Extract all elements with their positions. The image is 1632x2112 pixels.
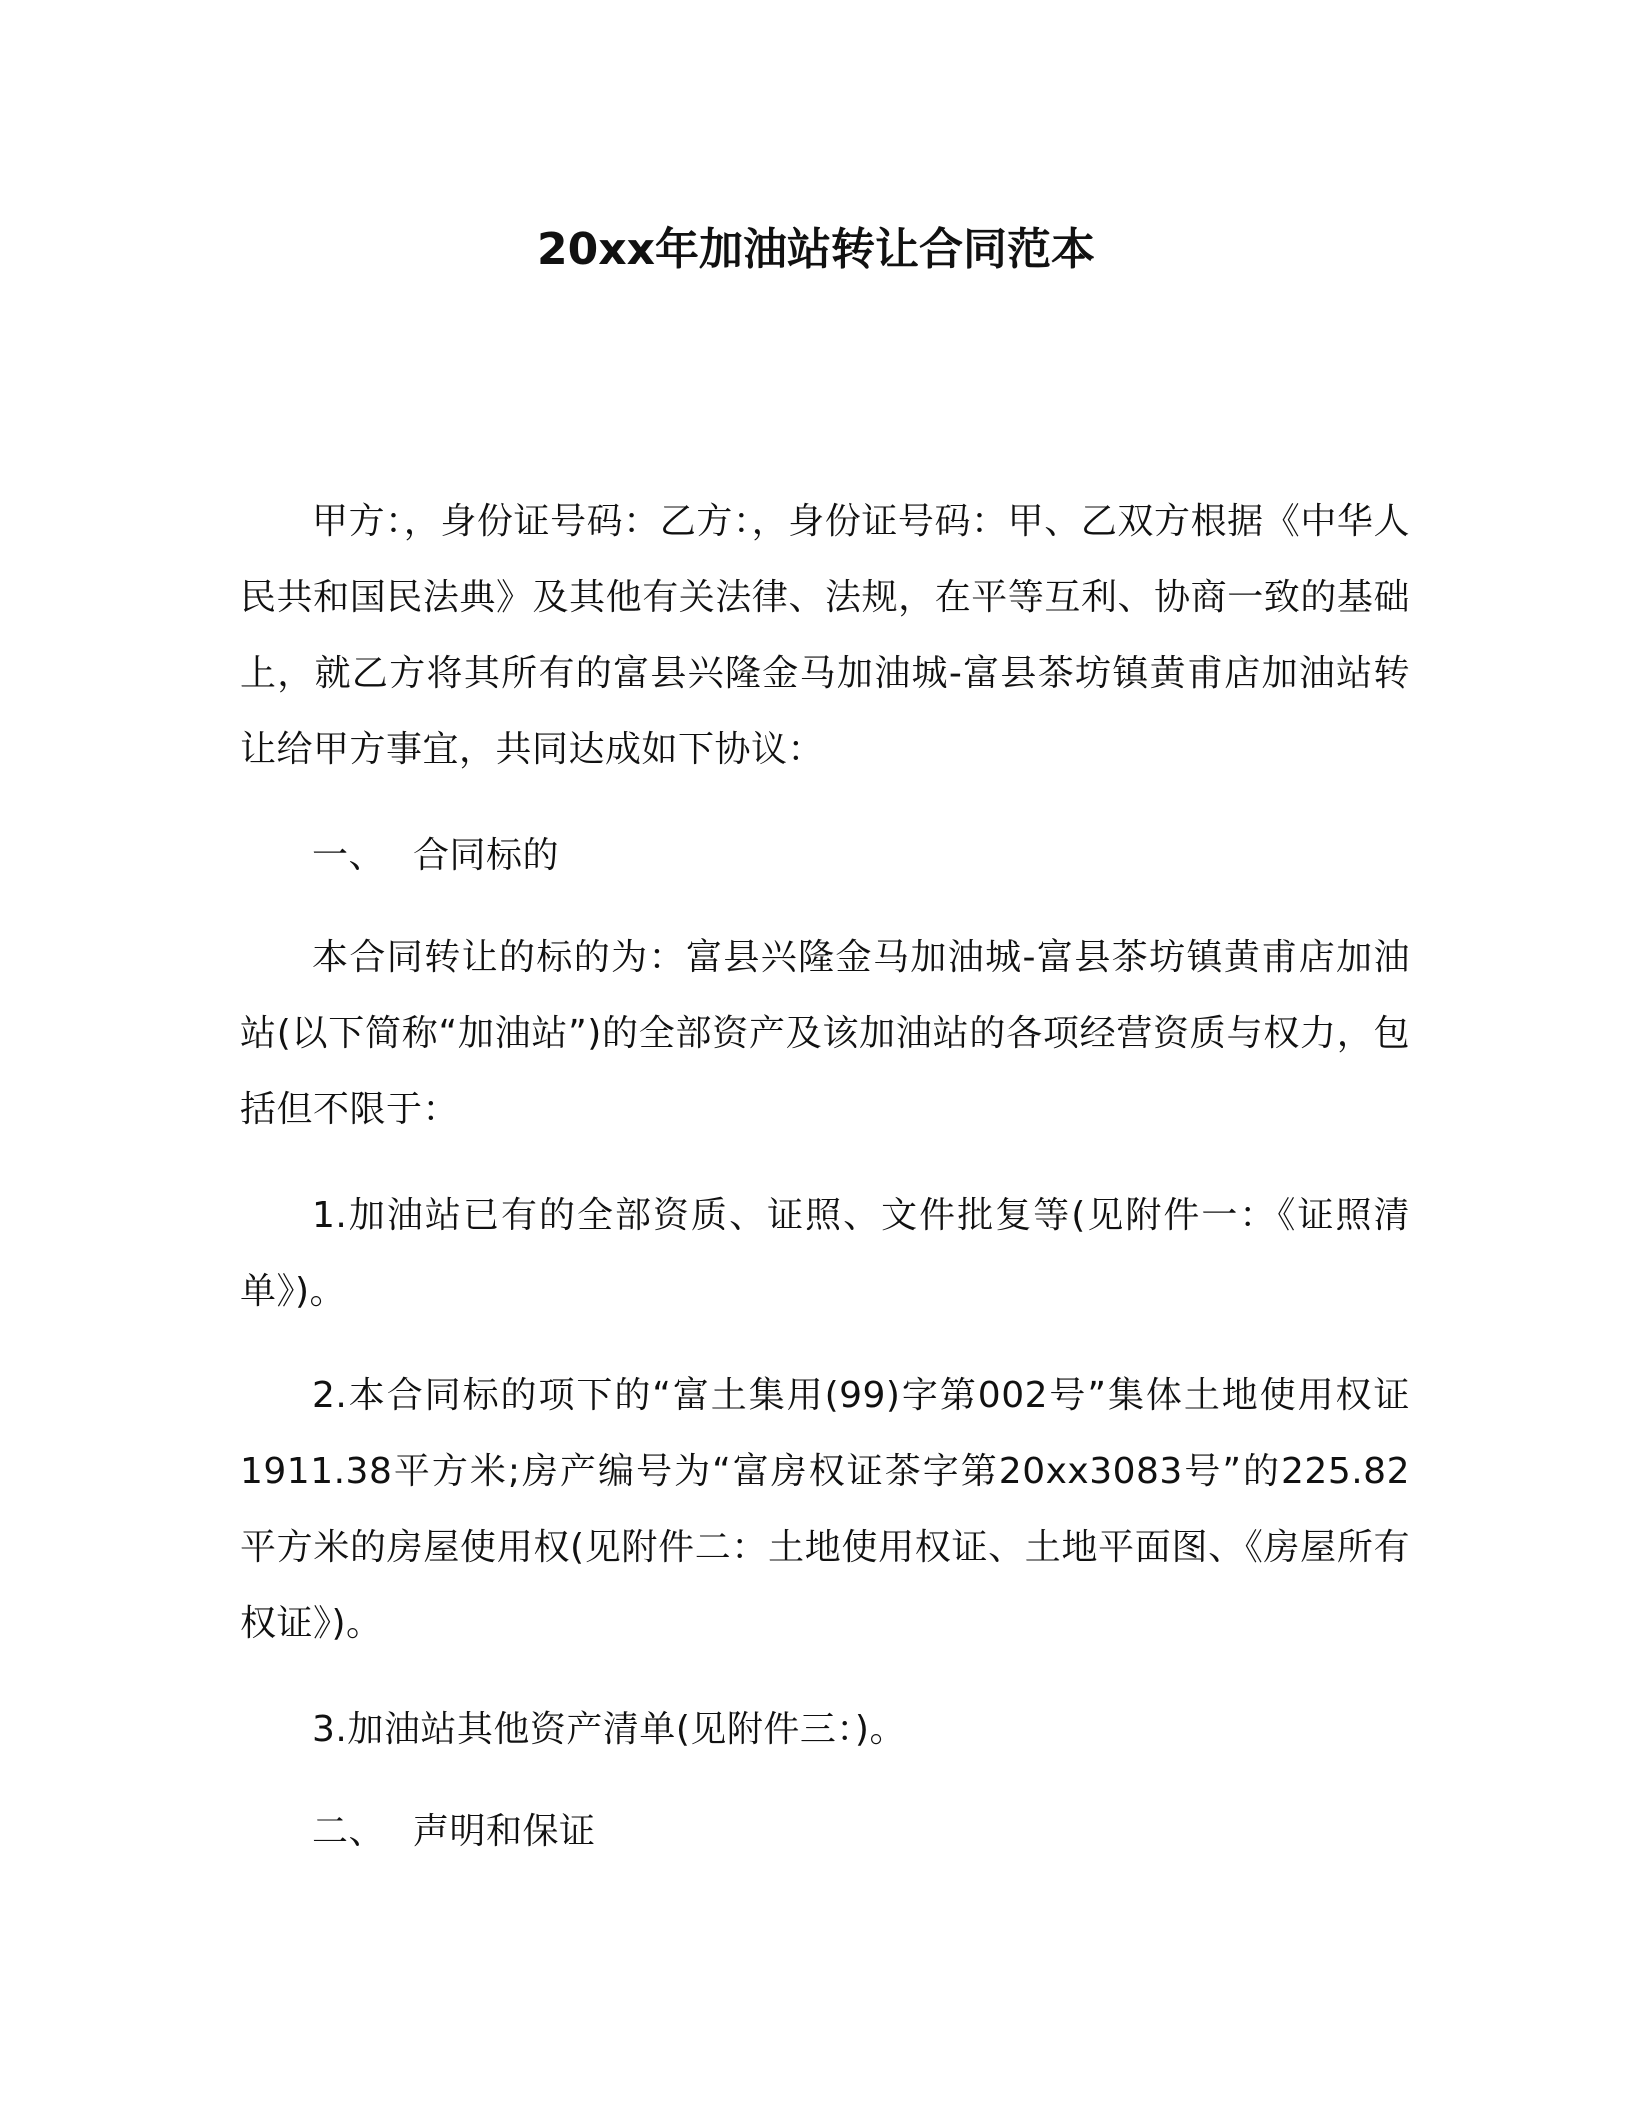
list-item-2-text: 2.本合同标的项下的“富土集用(99)字第002号”集体土地使用权证1911.38平方米;房产编号为“富房权证茶字第20xx3083号”的225.82平方米的房屋使用权(见附件二：土地使用权证、土地平面图、《房屋所有权证》)。 [240,1375,1410,1644]
intro-paragraph [240,484,1410,788]
section-heading-1 [240,818,1410,894]
document-title: 20xx年加油站转让合同范本 [537,224,1095,275]
section-1-title: 合同标的 [413,835,560,876]
list-item-1-text: 1.加油站已有的全部资质、证照、文件批复等(见附件一：《证照清单》)。 [240,1195,1410,1312]
list-item-3-text: 3.加油站其他资产清单(见附件三：)。 [312,1709,906,1750]
intro-text: 甲方：，身份证号码：乙方：，身份证号码：甲、乙双方根据《中华人民共和国民法典》及其他有关法律、法规，在平等互利、协商一致的基础上，就乙方将其所有的富县兴隆金马加油城-富县茶坊镇黄甫店加油站转让给甲方事宜，共同达成如下协议： [240,501,1410,770]
section-2-number: 二、 [312,1811,386,1852]
list-item-1 [240,1178,1410,1330]
list-item-2 [240,1358,1410,1662]
section-1-text: 本合同转让的标的为：富县兴隆金马加油城-富县茶坊镇黄甫店加油站(以下简称“加油站”)的全部资产及该加油站的各项经营资质与权力，包括但不限于： [240,937,1410,1130]
section-1-number: 一、 [312,835,386,876]
section-2-title: 声明和保证 [413,1811,596,1852]
list-item-3 [240,1692,1410,1768]
section-1-paragraph [240,920,1410,1148]
section-heading-2 [240,1794,1410,1870]
